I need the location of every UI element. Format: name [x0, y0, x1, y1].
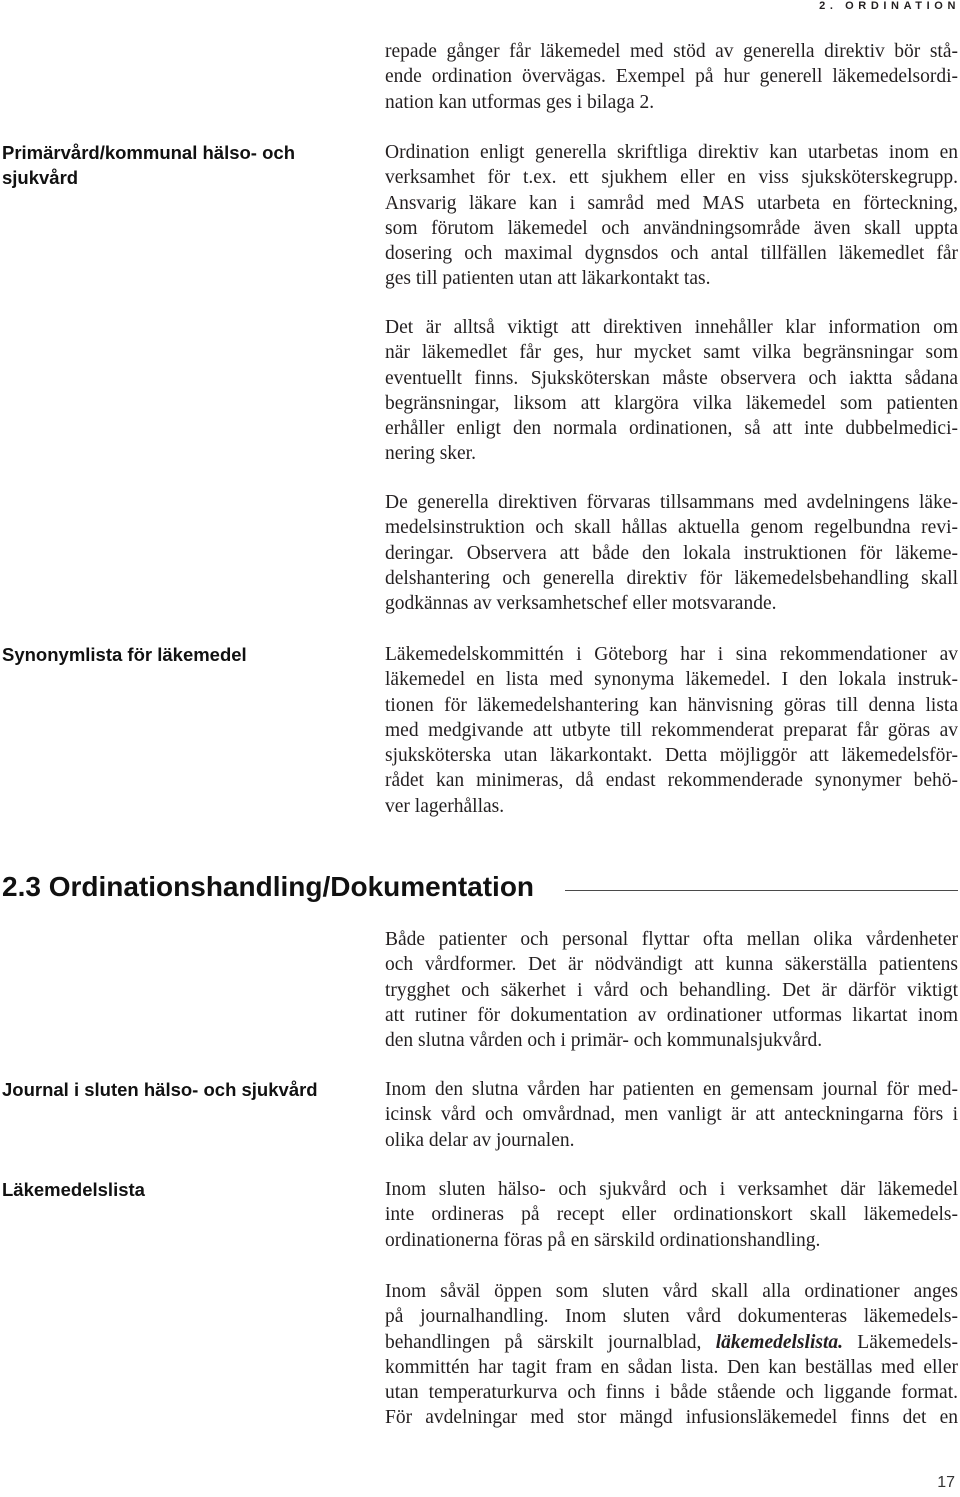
paragraph-journalhandling: [385, 1279, 958, 1431]
text-segment: Läkemedels-: [843, 1331, 958, 1353]
text-line: De generella direktiven förvaras tillsammans med avdelningens läke-: [385, 492, 958, 513]
text-line: eventuellt finns. Sjuksköterskan måste observera och iaktta sådana: [385, 367, 958, 389]
paragraph-journal: [385, 1077, 958, 1153]
text-line: Inom den slutna vården har patienten en gemensam journal för med-: [385, 1079, 958, 1100]
text-line: Inom såväl öppen som sluten vård skall alla ordinationer anges: [385, 1281, 958, 1302]
text-line: Ansvarig läkare kan i samråd med MAS utarbeta en förteckning,: [385, 192, 958, 214]
text-line: deringar. Observera att både den lokala instruktionen för läkeme-: [385, 542, 958, 564]
text-line: repade gånger får läkemedel med stöd av generella direktiv bör stå-: [385, 41, 958, 62]
paragraph-vardenheter: [385, 927, 958, 1053]
heading-rule: [565, 890, 958, 891]
text-line: Det är alltså viktigt att direktiven innehåller klar information om: [385, 317, 958, 338]
text-line: på journalhandling. Inom sluten vård dokumenteras läkemedels-: [385, 1306, 958, 1328]
paragraph-forvaring: [385, 490, 958, 616]
text-line: och vårdformer. Det är nödvändigt att kunna säkerställa patientens: [385, 954, 958, 976]
margin-label-journal: Journal i sluten hälso- och sjukvård: [2, 1079, 318, 1100]
paragraph-generella-direktiv: [385, 140, 958, 292]
text-line: att rutiner för dokumentation av ordinationer utformas likartat inom: [385, 1004, 958, 1026]
text-line: icinsk vård och omvårdnad, men vanligt är att anteckningarna förs i: [385, 1104, 958, 1126]
text-line: olika delar av journalen.: [385, 1129, 575, 1151]
text-line: som förutom läkemedel och användningsområde även skall uppta: [385, 217, 958, 239]
text-line: utan temperaturkurva och finns i både stående och liggande format.: [385, 1382, 958, 1403]
running-header: 2. ORDINATION: [819, 0, 960, 12]
paragraph-bilaga-reference: [385, 39, 958, 115]
text-line: kommittén har tagit fram en sådan lista. Den kan beställas med eller: [385, 1356, 958, 1378]
text-line: när läkemedlet får ges, hur mycket samt vilka begränsningar som: [385, 342, 958, 364]
text-line: erhåller enligt den normala ordinationen, så att inte dubbelmedici-: [385, 418, 958, 439]
text-line: ver lagerhållas.: [385, 795, 505, 817]
section-heading: 2.3 Ordinationshandling/Dokumentation: [2, 871, 535, 902]
text-line: rådet kan minimeras, då endast rekommenderade synonymer behö-: [385, 770, 958, 792]
text-line: medelsinstruktion och skall hållas aktuella genom regelbundna revi-: [385, 517, 958, 539]
text-line: ende ordination övervägas. Exempel på hur generell läkemedelsordi-: [385, 66, 958, 88]
text-line: ordinationerna föras på en särskild ordinationshandling.: [385, 1229, 821, 1251]
margin-label-line: sjukvård: [2, 167, 79, 189]
text-line: dosering och maximal dygnsdos och antal tillfällen läkemedlet får: [385, 243, 958, 264]
text-line: Inom sluten hälso- och sjukvård och i verksamhet där läkemedel: [385, 1179, 958, 1200]
text-line: Ordination enligt generella skriftliga direktiv kan utarbetas inom en: [385, 142, 958, 163]
emphasized-term: läkemedelslista.: [715, 1331, 843, 1353]
text-segment: behandlingen på särskilt journalblad,: [385, 1331, 716, 1353]
margin-label-line: Primärvård/kommunal hälso- och: [2, 142, 296, 163]
text-line: tionen för läkemedelshantering kan hänvisning göras till denna lista: [385, 694, 958, 716]
text-line: den slutna vården och i primär- och kommunalsjukvård.: [385, 1030, 823, 1051]
text-line: nation kan utformas ges i bilaga 2.: [385, 91, 655, 113]
text-line: Läkemedelskommittén i Göteborg har i sina rekommendationer av: [385, 644, 958, 665]
text-line: godkännas av verksamhetschef eller motsvarande.: [385, 593, 777, 614]
text-line: nering sker.: [385, 443, 476, 465]
text-line: ges till patienten utan att läkarkontakt tas.: [385, 268, 711, 290]
text-line: med medgivande att utbyte till rekommenderat preparat får göras av: [385, 719, 958, 741]
paragraph-synonymlista: [385, 642, 958, 819]
text-line: läkemedel en lista med synonyma läkemedel. I den lokala instruk-: [385, 669, 958, 691]
text-line: sjuksköterska utan läkarkontakt. Detta möjliggör att läkemedelsför-: [385, 745, 958, 766]
paragraph-direktiv-information: [385, 315, 958, 467]
margin-label-primarvard: [2, 140, 372, 191]
margin-label-lakemedelslista: Läkemedelslista: [2, 1179, 145, 1200]
paragraph-ordinationshandling: [385, 1177, 958, 1253]
text-line: För avdelningar med stor mängd infusionsläkemedel finns det en: [385, 1407, 958, 1429]
text-line: verksamhet för t.ex. ett sjukhem eller en viss sjuksköterskegrupp.: [385, 167, 958, 189]
text-line: delshantering och generella direktiv för läkemedelsbehandling skall: [385, 567, 958, 589]
text-line: trygghet och säkerhet i vård och behandling. Det är därför viktigt: [385, 979, 958, 1001]
margin-label-synonymlista: Synonymlista för läkemedel: [2, 644, 247, 665]
text-line: begränsningar, liksom att klargöra vilka läkemedel som patienten: [385, 392, 958, 414]
text-line: [385, 1330, 958, 1355]
page-number: 17: [937, 1474, 955, 1491]
text-line: Både patienter och personal flyttar ofta mellan olika vårdenheter: [385, 929, 958, 950]
text-line: inte ordineras på recept eller ordinationskort skall läkemedels-: [385, 1204, 958, 1226]
